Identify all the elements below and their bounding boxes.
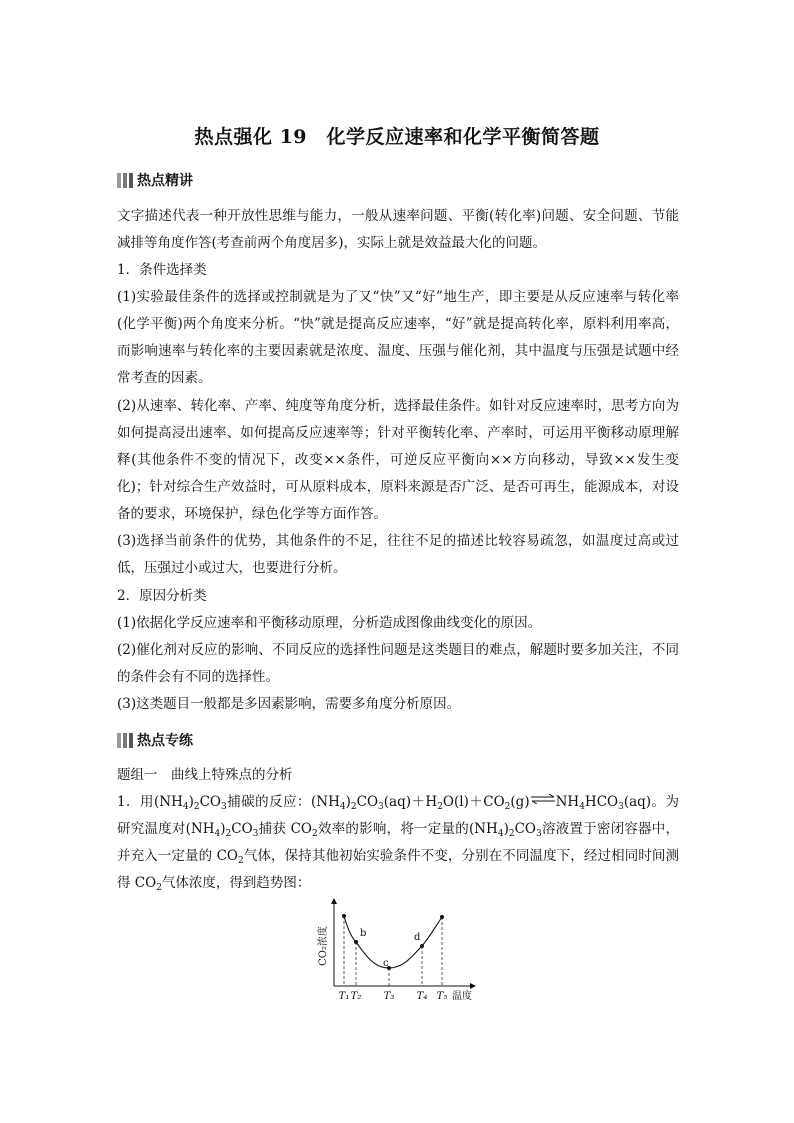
data-point bbox=[440, 915, 444, 919]
x-tick-label: T₁ bbox=[338, 991, 350, 1002]
section-header-zhuanlian bbox=[117, 731, 193, 749]
group-heading: 题组一 曲线上特殊点的分析 bbox=[117, 767, 293, 783]
section-bar-icon bbox=[117, 173, 133, 188]
paragraph-5: (2)催化剂对反应的影响、不同反应的选择性问题是这类题目的难点，解题时要多加关注，不同的条件会有不同的选择性。 bbox=[117, 642, 679, 685]
x-tick-label: T₃ bbox=[383, 991, 395, 1002]
x-tick-label: T₄ bbox=[416, 991, 428, 1002]
heading-cause-analysis: 2．原因分析类 bbox=[117, 588, 207, 604]
page-title: 热点强化 19 化学反应速率和化学平衡简答题 bbox=[194, 126, 600, 148]
y-axis-label: CO₂浓度 bbox=[318, 926, 329, 966]
heading-condition-selection: 1．条件选择类 bbox=[117, 262, 207, 278]
point-label-c: c bbox=[383, 958, 389, 969]
y-axis-arrow bbox=[331, 898, 337, 904]
paragraph-6: (3)这类题目一般都是多因素影响，需要多角度分析原因。 bbox=[117, 696, 461, 712]
point-label-b: b bbox=[360, 928, 367, 939]
paragraph-1: (1)实验最佳条件的选择或控制就是为了又“快”又“好”地生产，即主要是从反应速率与转化率(化学平衡)两个角度来分析。“快”就是提高反应速率，“好”就是提高转化率，原料利用率高，而影响速率与转化率的主要因素就是浓度、温度、压强与催化剂，其中温度与压强是试题中经常考查的因素。 bbox=[117, 289, 679, 386]
co2-curve bbox=[344, 916, 442, 968]
co2-temperature-chart bbox=[300, 898, 500, 1008]
x-tick-label: T₂ bbox=[350, 991, 362, 1002]
reversible-arrow-icon bbox=[530, 787, 556, 814]
x-axis-arrow bbox=[470, 983, 476, 989]
data-point bbox=[342, 914, 346, 918]
section-bar-icon bbox=[117, 733, 133, 748]
x-axis-label: 温度 bbox=[452, 991, 472, 1002]
x-tick-label: T₅ bbox=[436, 991, 448, 1002]
question-1: 1．用$(NH_4)_2CO_3$捕碳的反应：$(NH_4)_2CO_3(aq)+H_2O(l)+CO_2(g)$ $NH_4HCO_3(aq)$。为研究温度对$(NH_4)_2CO_3$捕获 $CO_2$效率的影响，将一定量的$(NH_4)_2CO_3$溶液置于密闭容器中，并充入一定量的 $CO_2$气体，保持其他初始实验条件不变，分别在不同温度下，经过相同时间测得 $CO_2$气体浓度，得到趋势图： bbox=[117, 789, 679, 897]
data-point bbox=[420, 944, 424, 948]
data-point bbox=[354, 940, 358, 944]
paragraph-3: (3)选择当前条件的优势，其他条件的不足，往往不足的描述比较容易疏忽，如温度过高或过低，压强过小或过大，也要进行分析。 bbox=[117, 533, 679, 576]
intro-paragraph: 文字描述代表一种开放性思维与能力，一般从速率问题、平衡(转化率)问题、安全问题、节能减排等角度作答(考查前两个角度居多)，实际上就是效益最大化的问题。 bbox=[117, 208, 679, 251]
paragraph-4: (1)依据化学反应速率和平衡移动原理，分析造成图像曲线变化的原因。 bbox=[117, 615, 542, 631]
section-label: 热点精讲 bbox=[137, 173, 193, 189]
section-header-jingjiang bbox=[117, 171, 193, 189]
point-label-d: d bbox=[414, 932, 421, 943]
paragraph-2: (2)从速率、转化率、产率、纯度等角度分析，选择最佳条件。如针对反应速率时，思考方向为如何提高浸出速率、如何提高反应速率等；针对平衡转化率、产率时，可运用平衡移动原理解释(其他条件不变的情况下，改变××条件，可逆反应平衡向××方向移动，导致××发生变化)；针对综合生产效益时，可从原料成本，原料来源是否广泛、是否可再生，能源成本，对设备的要求，环境保护，绿色化学等方面作答。 bbox=[117, 398, 679, 522]
section-label: 热点专练 bbox=[137, 733, 193, 749]
